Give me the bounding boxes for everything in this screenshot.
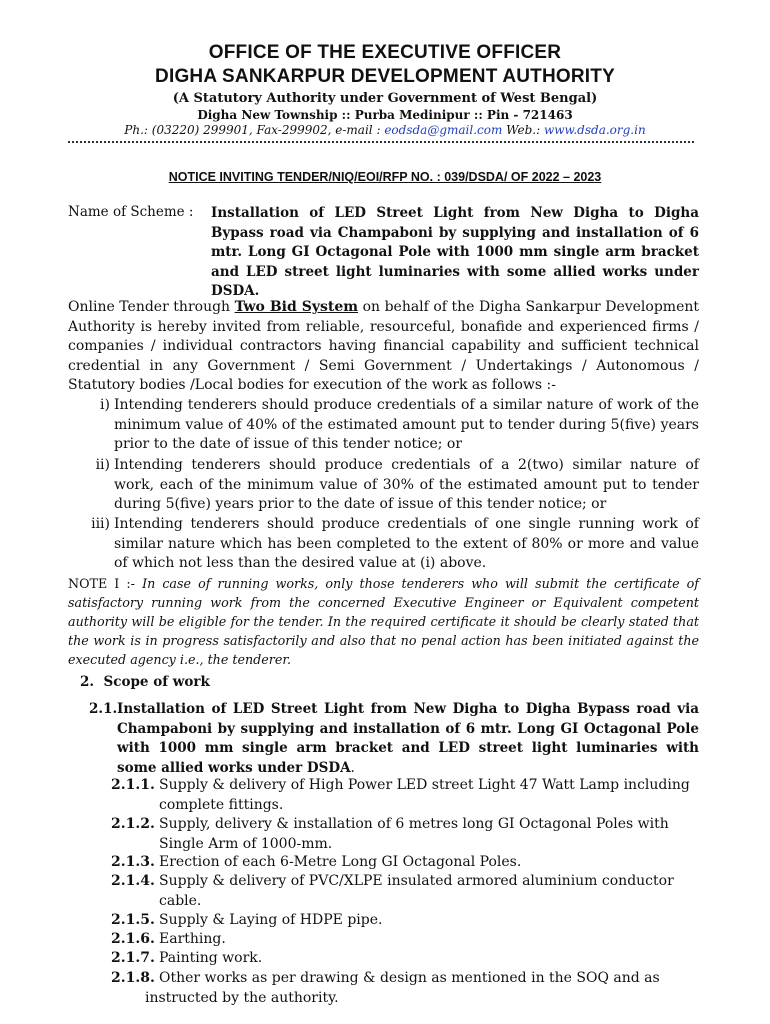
criteria-text: Intending tenderers should produce credentials of a similar nature of work of the minimum value of 40% of the estimated amount put to tender during 5(five) years prior to the date of issue of this tender notice; or — [114, 397, 699, 452]
subitem-text: Supply & delivery of PVC/XLPE insulated armored aluminium conductor cable. — [159, 873, 674, 909]
subitem-text-continued: instructed by the authority. — [145, 989, 339, 1006]
intro-before: Online Tender through — [68, 299, 235, 315]
office-title: OFFICE OF THE EXECUTIVE OFFICER — [208, 42, 562, 63]
note-label: NOTE I :- — [68, 576, 143, 591]
criteria-number: i) — [100, 397, 110, 413]
scope-heading-text: Scope of work — [103, 674, 210, 690]
scheme-label: Name of Scheme : — [68, 204, 194, 220]
intro-bid-system: Two Bid System — [234, 299, 359, 315]
subitem-text: Earthing. — [159, 931, 226, 947]
subitem-number: 2.1.1. — [111, 777, 155, 793]
subitem-number: 2.1.7. — [111, 950, 155, 966]
note-text: In case of running works, only those tenderers who will submit the certificate of satisfactory running work from the concerned Executive Engineer or Equivalent competent authority will be eligible for the tender. In the required certificate it should be clearly stated that the work is in progress satisfactorily and also that no penal action has been initiated against the executed agency i.e., the tenderer. — [68, 576, 699, 667]
scope-item-text — [117, 700, 699, 778]
subitem-text: Painting work. — [159, 950, 263, 966]
email-link[interactable]: eodsda@gmail.com — [384, 123, 503, 137]
authority-title: DIGHA SANKARPUR DEVELOPMENT AUTHORITY — [155, 66, 615, 87]
criteria-number: ii) — [95, 457, 110, 473]
scope-item-number: 2.1. — [89, 701, 118, 717]
subitem-number: 2.1.6. — [111, 931, 155, 947]
address-line: Digha New Township :: Purba Medinipur :: Pin - 721463 — [197, 108, 573, 122]
subitem-number: 2.1.5. — [111, 912, 155, 928]
subitem-text: Supply, delivery & installation of 6 metres long GI Octagonal Poles with Single Arm of 1000-mm. — [159, 816, 669, 852]
header-divider — [68, 141, 694, 149]
scheme-text: Installation of LED Street Light from New Digha to Digha Bypass road via Champaboni by supplying and installation of 6 mtr. Long GI Octagonal Pole with 1000 mm single arm bracket and LED street light luminaries with some allied works under DSDA. — [211, 205, 699, 299]
scope-item-end: . — [350, 759, 355, 776]
web-label: Web.: — [502, 123, 544, 137]
contact-line — [0, 123, 770, 137]
intro-paragraph — [68, 298, 699, 396]
notice-title: NOTICE INVITING TENDER/NIQ/EOI/RFP NO. : 039/DSDA/ OF 2022 – 2023 — [168, 170, 602, 184]
intro-after: on behalf of the Digha Sankarpur Development Authority is hereby invited from reliable, resourceful, bonafide and experienced firms / companies / individual contractors having financial capability and sufficient technical credential in any Government / Semi Government / Undertakings / Autonomous / Statutory bodies /Local bodies for execution of the work as follows :- — [68, 299, 700, 393]
subitem-text: Erection of each 6-Metre Long GI Octagonal Poles. — [159, 854, 522, 870]
scope-heading-number: 2. — [80, 674, 95, 690]
subitem-number: 2.1.8. — [111, 970, 155, 986]
note-paragraph — [68, 574, 699, 669]
criteria-number: iii) — [91, 516, 110, 532]
subitem-number: 2.1.4. — [111, 873, 155, 889]
subitem-text: Supply & delivery of High Power LED street Light 47 Watt Lamp including complete fittings. — [159, 777, 690, 813]
criteria-text: Intending tenderers should produce credentials of one single running work of similar nature which has been completed to the extent of 80% or more and value of which not less than the desired value at (i) above. — [114, 516, 699, 571]
subitem-text: Supply & Laying of HDPE pipe. — [159, 912, 383, 928]
scope-heading — [80, 674, 210, 690]
subitem-number: 2.1.3. — [111, 854, 155, 870]
website-link[interactable]: www.dsda.org.in — [543, 123, 646, 137]
subitem-text: Other works as per drawing & design as mentioned in the SOQ and as — [159, 970, 660, 986]
criteria-text: Intending tenderers should produce credentials of a 2(two) similar nature of work, each of the minimum value of 30% of the estimated amount put to tender during 5(five) years prior to the date of issue of this tender notice; or — [114, 457, 699, 512]
authority-subtitle: (A Statutory Authority under Government of West Bengal) — [172, 91, 598, 106]
subitem-number: 2.1.2. — [111, 816, 155, 832]
contact-phone-fax: Ph.: (03220) 299901, Fax-299902, e-mail : — [124, 123, 385, 137]
scope-item-body: Installation of LED Street Light from New Digha to Digha Bypass road via Champaboni by supplying and installation of 6 mtr. Long GI Octagonal Pole with 1000 mm single arm bracket and LED street light luminaries with some allied works under DSDA — [117, 701, 699, 776]
